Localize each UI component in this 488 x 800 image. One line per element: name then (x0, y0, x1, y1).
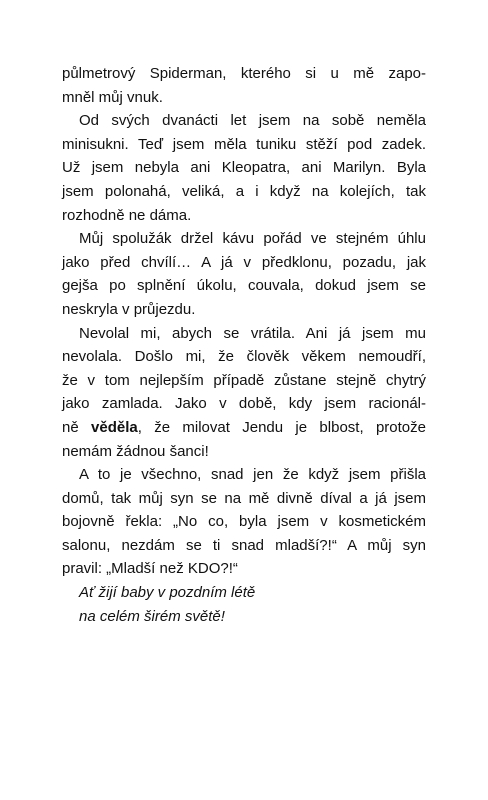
text-line: Od svých dvanácti let jsem na sobě neměla (79, 112, 426, 130)
text-line: pravil: „Mladší než KDO?!“ (62, 560, 238, 578)
text-line: jako před chvílí… A já v předklonu, pozadu, jak (62, 253, 426, 271)
body-text (62, 62, 426, 628)
text-line: mněl můj vnuk. (62, 88, 163, 106)
paragraph (62, 463, 426, 581)
text-line: domů, tak můj syn se na mě divně díval a já jsem (62, 489, 426, 507)
text-line: A to je všechno, snad jen že když jsem přišla (79, 466, 426, 484)
text-line: salonu, nezdám se ti snad mladší?!“ A můj syn (62, 536, 426, 554)
text-line: minisukni. Teď jsem měla tuniku stěží pod zadek. (62, 135, 426, 153)
text-line: Už jsem nebyla ani Kleopatra, ani Marilyn. Byla (62, 159, 426, 177)
paragraph (62, 62, 426, 109)
text-fragment: , že milovat Jendu je blbost, protože (137, 418, 426, 436)
text-line: rozhodně ne dáma. (62, 206, 192, 224)
text-line: nevolala. Došlo mi, že člověk věkem nemoudří, (62, 348, 426, 366)
text-line: že v tom nejlepším případě zůstane stejně chytrý (62, 371, 426, 389)
paragraph (62, 322, 426, 464)
text-line: Nevolal mi, abych se vrátila. Ani já jsem mu (79, 324, 426, 342)
text-line: jako zamlada. Jako v době, kdy jsem racionál- (62, 395, 426, 413)
paragraph (62, 227, 426, 321)
verse (62, 581, 426, 628)
text-line: nemám žádnou šanci! (62, 442, 209, 460)
verse-line: na celém širém světě! (79, 607, 225, 625)
text-line: půlmetrový Spiderman, kterého si u mě zapo- (62, 65, 426, 82)
paragraph (62, 109, 426, 227)
text-line: Můj spolužák držel kávu pořád ve stejném úhlu (79, 230, 426, 248)
text-line: bojovně řekla: „No co, byla jsem v kosmetickém (62, 513, 426, 531)
text-line: neskryla v průjezdu. (62, 300, 196, 318)
text-line: gejša po splnění úkolu, couvala, dokud jsem se (62, 277, 426, 295)
text-line: jsem polonahá, veliká, a i když na kolejích, tak (62, 182, 426, 200)
verse-line: Ať žijí baby v pozdním létě (79, 584, 256, 602)
text-line-with-bold (62, 416, 426, 440)
text-fragment: ně (62, 418, 92, 436)
bold-word: věděla (91, 418, 138, 436)
